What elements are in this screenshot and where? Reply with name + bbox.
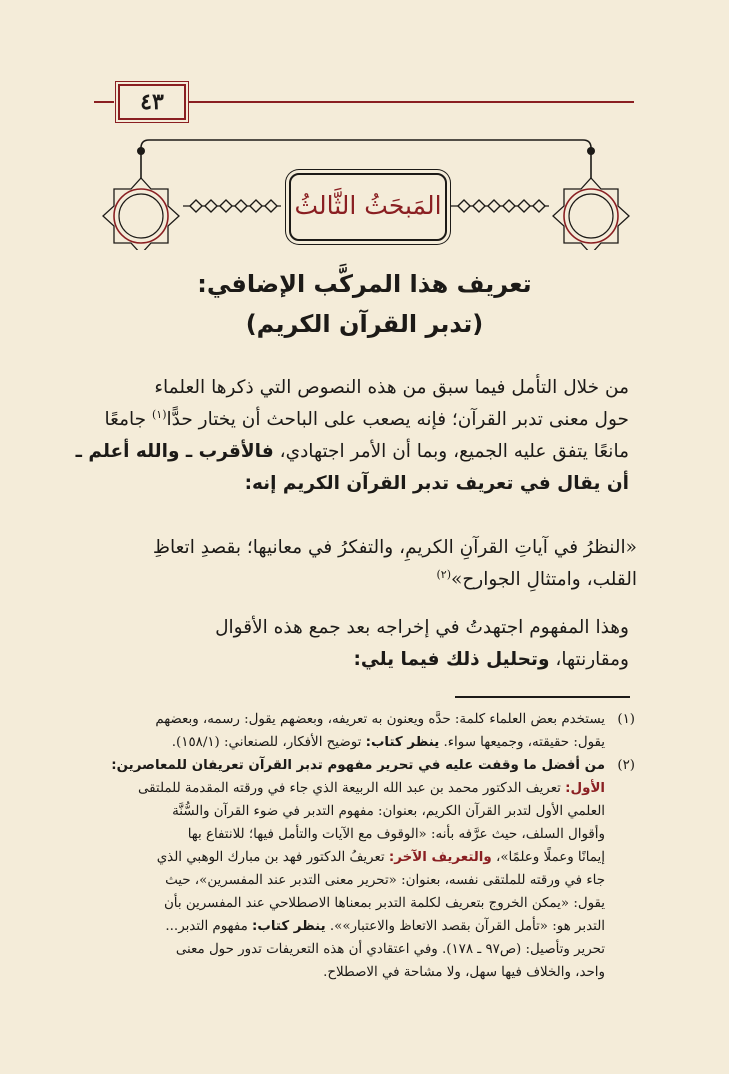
header-rule — [94, 101, 114, 103]
body-line: مانعًا يتفق عليه الجميع، وبما أن الأمر اجتهادي، فالأقرب ـ والله أعلم ـ — [75, 441, 629, 462]
footnote-2-line: (٢)من أفضل ما وقفت عليه في تحرير مفهوم تدبر القرآن تعريفان للمعاصرين: — [92, 754, 635, 777]
body-line: وهذا المفهوم اجتهدتُ في إخراجه بعد جمع هذه الأقوال — [215, 617, 629, 638]
section-header-ornament — [96, 130, 636, 250]
footnote-separator — [455, 696, 630, 698]
rosette-icon — [103, 178, 179, 250]
footnote-2-line: العلمي الأول لتدبر القرآن الكريم، بعنوان: مفهوم التدبر في ضوء القرآن والسُّنَّة — [172, 804, 605, 819]
page-number-bar — [94, 84, 634, 120]
footnote-2-line: وأقوال السلف، حيث عرَّفه بأنه: «الوقوف مع الآيات والتأمل فيها؛ للانتفاع بها — [187, 827, 605, 842]
footnote-1-line: يقول: حقيقته، وجميعها سواء. ينظر كتاب: توضيح الأفكار، للصنعاني: (١٥٨/١). — [171, 735, 605, 750]
footnote-number: (٢) — [617, 758, 635, 773]
body-line: من خلال التأمل فيما سبق من هذه النصوص التي ذكرها العلماء — [154, 377, 629, 398]
footnote-2-line: يقول: «يمكن الخروج بتعريف لكلمة التدبر بمعناها الاصطلاحي عند المفسرين بأن — [163, 896, 605, 911]
quote-line: «النظرُ في آياتِ القرآنِ الكريمِ، والتفكرُ في معانيها؛ بقصدِ اتعاظِ — [152, 537, 637, 558]
footnote-ref[interactable]: (١) — [151, 407, 167, 421]
body-line: أن يقال في تعريف تدبر القرآن الكريم إنه: — [244, 473, 629, 494]
footnote-2-line: تحرير وتأصيل: (ص٩٧ ـ ١٧٨). وفي اعتقادي أن هذه التعريفات تدور حول معنى — [175, 942, 605, 957]
footnotes — [92, 708, 635, 984]
page-number: ٤٣ — [118, 84, 186, 120]
rosette-icon — [553, 178, 629, 250]
footnote-ref[interactable]: (٢) — [436, 567, 451, 581]
heading-line-1: تعريف هذا المركَّب الإضافي: — [197, 270, 532, 298]
body-paragraph-1 — [75, 372, 629, 500]
footnote-1-line: (١)يستخدم بعض العلماء كلمة: حدَّه ويعنون به تعريفه، وبعضهم يقول: رسمه، وبعضهم — [92, 708, 635, 731]
footnote-number: (١) — [617, 712, 635, 727]
quote-line: القلب، وامتثالِ الجوارح»$^{(٢)}$ — [436, 567, 637, 590]
section-title-box — [289, 173, 447, 241]
header-rule — [189, 101, 634, 103]
heading-line-2: (تدبر القرآن الكريم) — [245, 310, 484, 338]
footnote-2-line: جاء في ورقته للملتقى نفسه، بعنوان: «تحرير معنى التدبر عند المفسرين»، حيث — [165, 873, 605, 888]
definition-quote — [92, 532, 637, 596]
body-line: حول معنى تدبر القرآن؛ فإنه يصعب على الباحث أن يختار حدًّا$^{(١)}$ جامعًا — [104, 407, 629, 430]
footnote-2-line: الأول: تعريف الدكتور محمد بن عبد الله الربيعة الذي جاء في ورقته المقدمة للملتقى — [138, 781, 605, 796]
footnote-2-line: إيمانًا وعملًا وعلمًا»، والتعريف الآخر: تعريفُ الدكتور فهد بن مبارك الوهبي الذي — [156, 850, 605, 865]
body-paragraph-2 — [92, 612, 629, 676]
section-title: المَبحَثُ الثَّالثُ — [294, 191, 442, 220]
body-line: ومقارنتها، وتحليل ذلك فيما يلي: — [353, 649, 629, 670]
footnote-2-line: التدبر هو: «تأمل القرآن بقصد الاتعاظ والاعتبار»». ينظر كتاب: مفهوم التدبر... — [165, 919, 605, 934]
footnote-2-line: واحد، والخلاف فيها سهل، ولا مشاحة في الاصطلاح. — [323, 965, 605, 980]
